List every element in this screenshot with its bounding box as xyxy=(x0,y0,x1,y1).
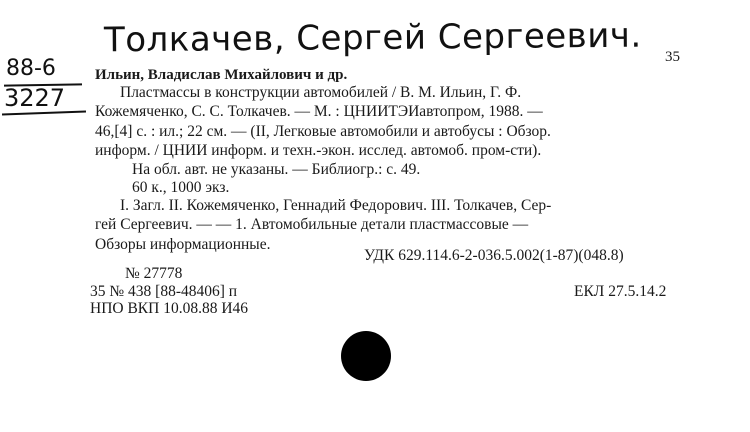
description-line: информ. / ЦНИИ информ. и техн.-экон. исслед. автомоб. пром-сти). xyxy=(95,142,542,160)
tracing-line: гей Сергеевич. — — 1. Автомобильные детали пластмассовые — xyxy=(95,216,529,234)
tracing-line: Обзоры информационные. xyxy=(95,235,271,253)
handwritten-shelf-mark-bottom: 3227 xyxy=(4,84,66,112)
tracing-block xyxy=(95,196,551,254)
page-number: 35 xyxy=(665,49,680,65)
npo-stamp-line: НПО ВКП 10.08.88 И46 xyxy=(90,300,249,317)
tracing-line: I. Загл. II. Кожемяченко, Геннадий Федорович. III. Толкачев, Сер- xyxy=(120,197,552,214)
description-block xyxy=(95,83,551,161)
notes-line: На обл. авт. не указаны. — Библиогр.: с. 49. xyxy=(132,161,421,178)
description-line: 46,[4] с. : ил.; 22 см. — (II, Легковые автомобили и автобусы : Обзор. xyxy=(95,122,551,140)
ekl-code: ЕКЛ 27.5.14.2 xyxy=(574,283,667,300)
description-line: Кожемяченко, С. С. Толкачев. — М. : ЦНИИТЭИавтопром, 1988. — xyxy=(95,103,543,121)
punch-hole xyxy=(341,331,391,381)
card-number: № 27778 xyxy=(125,265,183,282)
handwritten-author-name: Толкачев, Сергей Сергеевич. xyxy=(103,15,642,61)
udk-code: УДК 629.114.6-2-036.5.002(1-87)(048.8) xyxy=(364,247,624,264)
registration-number: 35 № 438 [88-48406] п xyxy=(90,283,238,300)
print-run: 60 к., 1000 экз. xyxy=(132,179,230,196)
description-line: Пластмассы в конструкции автомобилей / В. М. Ильин, Г. Ф. xyxy=(120,84,522,101)
entry-heading: Ильин, Владислав Михайлович и др. xyxy=(95,67,348,83)
handwritten-shelf-mark-top: 88-6 xyxy=(6,56,56,81)
